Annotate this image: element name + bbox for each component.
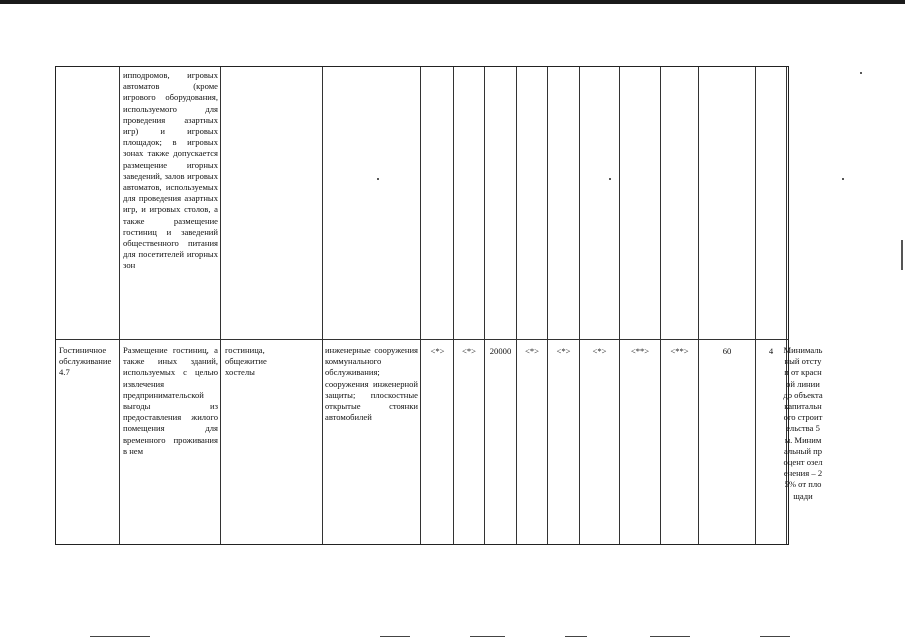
row-top-description: ипподромов, игровых автоматов (кроме игрового оборудования, используемого для проведения азартных игр) и игровых площадок; в игровых зонах также допускается размещение игорных заведений, залов игровых автоматов, используемых для проведения азартных игр, и игровых столов, а также размещение гостиниц и заведений общественного питания для посетителей игорных зон: [123, 70, 218, 271]
param-value: 4: [768, 346, 774, 356]
param-value: <*>: [592, 346, 607, 356]
scan-line: [470, 636, 505, 637]
row-hotel-auxiliary: инженерные сооружения коммунального обслуживания; сооружения инженерной защиты; плоскостные открытые стоянки автомобилей: [325, 345, 418, 423]
column-divider: [453, 67, 454, 544]
scan-line: [650, 636, 690, 637]
column-divider: [119, 67, 120, 544]
param-value: <*>: [525, 346, 539, 356]
column-divider: [698, 67, 699, 544]
scan-dot: [377, 178, 379, 180]
regulations-table: [55, 66, 823, 545]
column-divider: [322, 67, 323, 544]
row-hotel-note: Минимальный отступ от красной линии до объекта капитального строительства 5 м. Минимальный процент озеленения – 25% от площади: [783, 345, 823, 501]
column-divider: [484, 67, 485, 544]
scan-line: [760, 636, 790, 637]
edge-mark: [901, 240, 903, 270]
scan-dot: [860, 72, 862, 74]
param-value: <*>: [556, 346, 571, 356]
column-divider: [579, 67, 580, 544]
param-value: 60: [722, 346, 732, 356]
scan-line: [565, 636, 587, 637]
row-hotel-objects: гостиница, общежитие хостелы: [225, 345, 267, 378]
column-divider: [619, 67, 620, 544]
param-value: <**>: [670, 346, 689, 356]
column-divider: [516, 67, 517, 544]
page-top-edge: [0, 0, 905, 4]
row-hotel-description: Размещение гостиниц, а также иных зданий, используемых с целью извлечения предпринимательской выгоды из предоставления жилого помещения для временного проживания в нем: [123, 345, 218, 456]
scan-line: [90, 636, 150, 637]
row-hotel-name: Гостиничное обслуживание 4.7: [59, 345, 112, 378]
column-divider: [660, 67, 661, 544]
scan-dot: [609, 178, 611, 180]
scan-line: [380, 636, 410, 637]
column-divider: [755, 67, 756, 544]
row-divider: [56, 339, 788, 340]
param-value: <**>: [630, 346, 650, 356]
param-value: <*>: [462, 346, 476, 356]
scan-dot: [842, 178, 844, 180]
param-value: <*>: [430, 346, 445, 356]
column-divider: [547, 67, 548, 544]
param-value: 20000: [489, 346, 512, 356]
column-divider: [420, 67, 421, 544]
column-divider: [220, 67, 221, 544]
